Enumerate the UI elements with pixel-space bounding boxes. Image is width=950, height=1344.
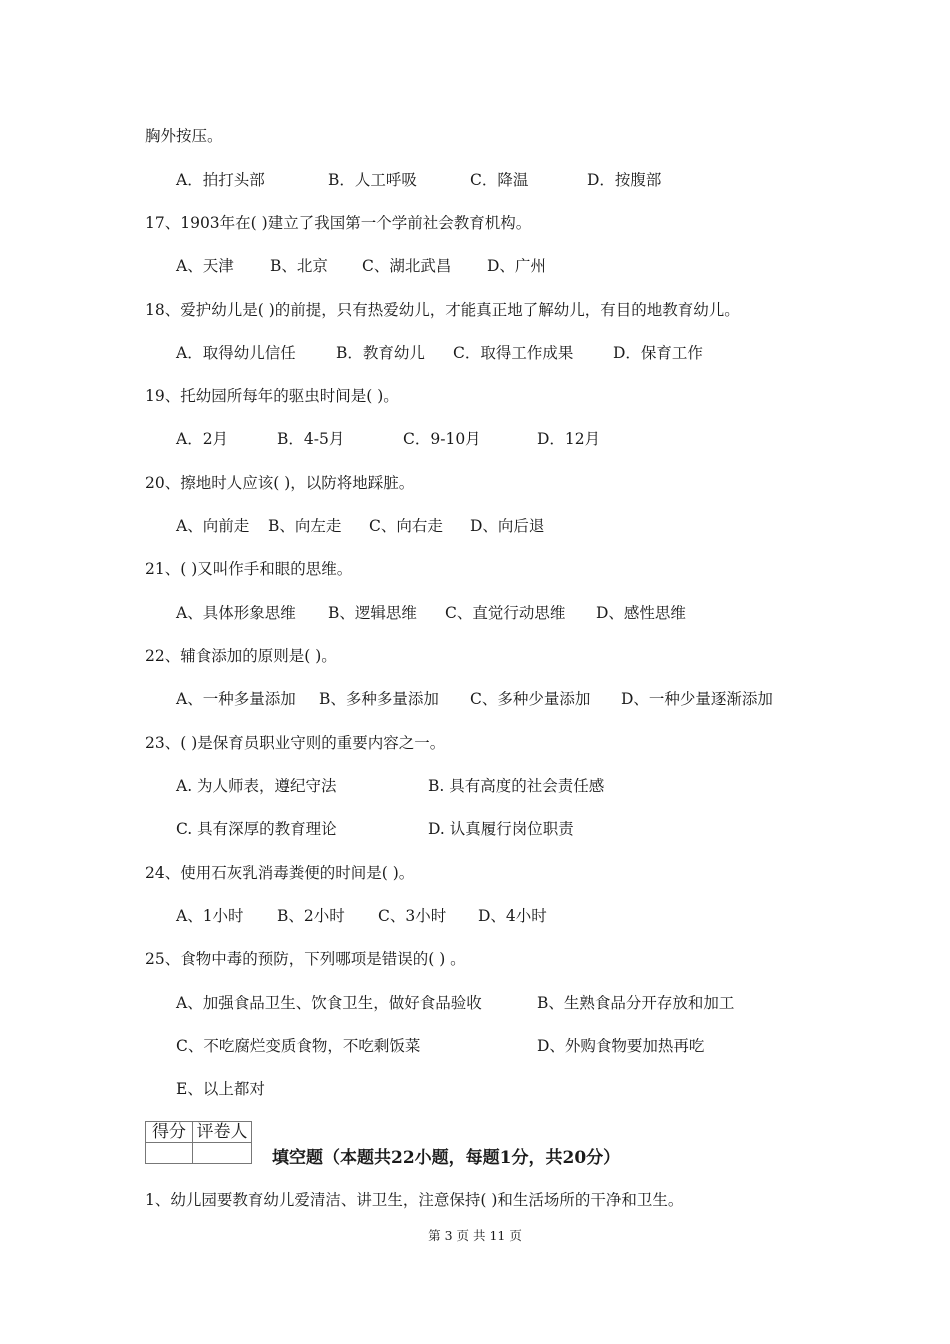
q18-option-a: A．取得幼儿信任 — [176, 344, 296, 362]
q17-stem: 17、1903年在( )建立了我国第一个学前社会教育机构。 — [145, 214, 532, 232]
q17-option-c: C、湖北武昌 — [362, 257, 452, 275]
q25-stem: 25、食物中毒的预防，下列哪项是错误的( ) 。 — [145, 950, 466, 968]
q23-option-c: C. 具有深厚的教育理论 — [176, 820, 337, 838]
q21-option-b: B、逻辑思维 — [328, 604, 417, 622]
q25-option-a: A、加强食品卫生、饮食卫生，做好食品验收 — [176, 994, 482, 1012]
q19-option-a: A．2月 — [176, 430, 229, 448]
q18-stem: 18、爱护幼儿是( )的前提，只有热爱幼儿，才能真正地了解幼儿，有目的地教育幼儿。 — [145, 301, 740, 319]
grader-header: 评卷人 — [193, 1122, 252, 1143]
q24-stem: 24、使用石灰乳消毒粪便的时间是( )。 — [145, 864, 415, 882]
q21-stem: 21、( )又叫作手和眼的思维。 — [145, 560, 353, 578]
q16-option-d: D．按腹部 — [587, 171, 662, 189]
q25-option-d: D、外购食物要加热再吃 — [537, 1037, 705, 1055]
score-header: 得分 — [146, 1122, 193, 1143]
q16-option-b: B．人工呼吸 — [328, 171, 417, 189]
q18-option-c: C．取得工作成果 — [453, 344, 574, 362]
continuation-text: 胸外按压。 — [145, 127, 223, 145]
q25-option-e: E、以上都对 — [176, 1080, 265, 1098]
q25-option-b: B、生熟食品分开存放和加工 — [537, 994, 735, 1012]
q22-option-a: A、一种多量添加 — [176, 690, 296, 708]
q21-option-c: C、直觉行动思维 — [445, 604, 566, 622]
score-table — [145, 1121, 252, 1164]
q22-option-c: C、多种少量添加 — [470, 690, 591, 708]
q24-option-b: B、2小时 — [277, 907, 345, 925]
q17-option-d: D、广州 — [487, 257, 546, 275]
q23-option-d: D. 认真履行岗位职责 — [428, 820, 574, 838]
page-footer: 第 3 页 共 11 页 — [428, 1228, 522, 1243]
score-cell[interactable] — [146, 1143, 193, 1164]
q16-option-c: C．降温 — [470, 171, 529, 189]
q24-option-a: A、1小时 — [176, 907, 244, 925]
q20-option-d: D、向后退 — [470, 517, 545, 535]
q20-option-c: C、向右走 — [369, 517, 443, 535]
grader-cell[interactable] — [193, 1143, 252, 1164]
q23-option-a: A. 为人师表，遵纪守法 — [176, 777, 337, 795]
q22-option-d: D、一种少量逐渐添加 — [621, 690, 773, 708]
q20-option-b: B、向左走 — [268, 517, 342, 535]
q20-option-a: A、向前走 — [176, 517, 250, 535]
q24-option-c: C、3小时 — [378, 907, 447, 925]
q22-stem: 22、辅食添加的原则是( )。 — [145, 647, 337, 665]
q21-option-a: A、具体形象思维 — [176, 604, 296, 622]
q18-option-b: B．教育幼儿 — [336, 344, 425, 362]
q22-option-b: B、多种多量添加 — [319, 690, 439, 708]
section-title: 填空题（本题共22小题，每题1分，共20分） — [272, 1148, 621, 1168]
q21-option-d: D、感性思维 — [596, 604, 686, 622]
q24-option-d: D、4小时 — [478, 907, 547, 925]
q25-option-c: C、不吃腐烂变质食物，不吃剩饭菜 — [176, 1037, 421, 1055]
q23-stem: 23、( )是保育员职业守则的重要内容之一。 — [145, 734, 446, 752]
q19-stem: 19、托幼园所每年的驱虫时间是( )。 — [145, 387, 399, 405]
q23-option-b: B. 具有高度的社会责任感 — [428, 777, 605, 795]
q20-stem: 20、擦地时人应该( )，以防将地踩脏。 — [145, 474, 415, 492]
q18-option-d: D．保育工作 — [613, 344, 703, 362]
fill-question-1: 1、幼儿园要教育幼儿爱清洁、讲卫生，注意保持( )和生活场所的干净和卫生。 — [145, 1191, 684, 1209]
q19-option-b: B．4-5月 — [277, 430, 345, 448]
q17-option-b: B、北京 — [270, 257, 328, 275]
q19-option-d: D．12月 — [537, 430, 601, 448]
q16-option-a: A．拍打头部 — [176, 171, 265, 189]
q17-option-a: A、天津 — [176, 257, 234, 275]
q19-option-c: C．9-10月 — [403, 430, 481, 448]
